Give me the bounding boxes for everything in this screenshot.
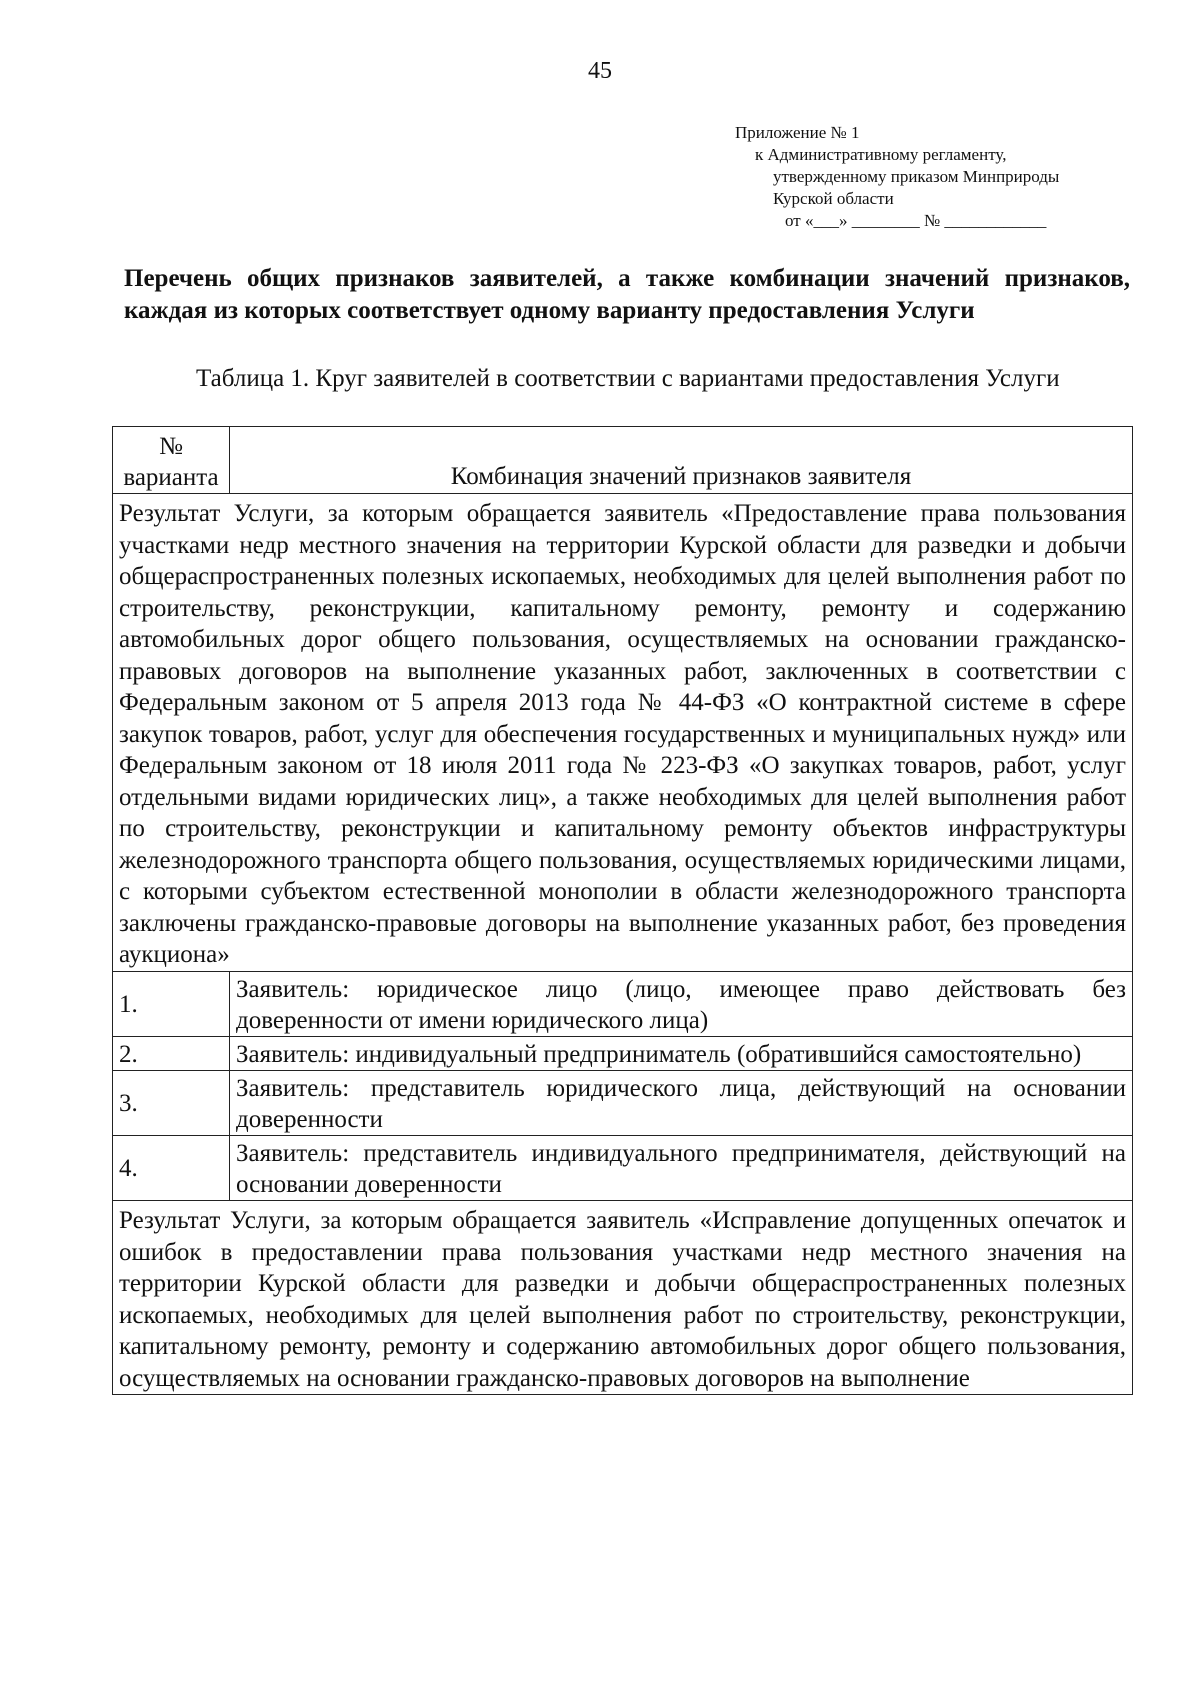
appendix-line: Приложение № 1	[735, 123, 860, 142]
variant-description: Заявитель: представитель индивидуального предпринимателя, действующий на основании доверенности	[230, 1136, 1133, 1201]
appendix-line: Курской области	[773, 189, 894, 208]
result-description: Результат Услуги, за которым обращается заявитель «Предоставление права пользования участками недр местного значения на территории Курской области для разведки и добычи общераспространенных полезных ископаемых, необходимых для целей выполнения работ по строительству, реконструкции, капитальному ремонту, ремонту и содержанию автомобильных дорог общего пользования, осуществляемых на основании гражданско-правовых договоров на выполнение указанных работ, заключенных в соответствии с Федеральным законом от 5 апреля 2013 года № 44-ФЗ «О контрактной системе в сфере закупок товаров, работ, услуг для обеспечения государственных и муниципальных нужд» или Федеральным законом от 18 июля 2011 года № 223-ФЗ «О закупках товаров, работ, услуг отдельными видами юридических лиц», а также необходимых для целей выполнения работ по строительству, реконструкции и капитальному ремонту объектов инфраструктуры железнодорожного транспорта общего пользования, осуществляемых юридическими лицами, с которыми субъектом естественной монополии в области железнодорожного транспорта заключены гражданско-правовые договоры на выполнение указанных работ, без проведения аукциона»	[113, 494, 1133, 972]
variant-description: Заявитель: индивидуальный предприниматель (обратившийся самостоятельно)	[230, 1036, 1133, 1071]
table-row	[113, 1036, 1133, 1071]
table-row	[113, 971, 1133, 1036]
header-combination: Комбинация значений признаков заявителя	[230, 427, 1133, 494]
variant-number: 4.	[113, 1136, 230, 1201]
appendix-line: к Административному регламенту,	[755, 145, 1007, 164]
appendix-note	[735, 122, 1135, 232]
variant-description: Заявитель: юридическое лицо (лицо, имеющее право действовать без доверенности от имени юридического лица)	[230, 971, 1133, 1036]
table-row	[113, 1071, 1133, 1136]
appendix-line: от «___» ________ № ____________	[785, 211, 1047, 230]
variant-number: 3.	[113, 1071, 230, 1136]
variant-number: 2.	[113, 1036, 230, 1071]
variant-description: Заявитель: представитель юридического лица, действующий на основании доверенности	[230, 1071, 1133, 1136]
page-number: 45	[588, 58, 612, 84]
result-row	[113, 1201, 1133, 1395]
document-heading: Перечень общих признаков заявителей, а также комбинации значений признаков, каждая из которых соответствует одному варианту предоставления Услуги	[124, 265, 1130, 324]
table-caption: Таблица 1. Круг заявителей в соответствии с вариантами предоставления Услуги	[196, 365, 1060, 392]
variant-number: 1.	[113, 971, 230, 1036]
table-row	[113, 1136, 1133, 1201]
result-row	[113, 494, 1133, 972]
table-header-row	[113, 427, 1133, 494]
result-description: Результат Услуги, за которым обращается заявитель «Исправление допущенных опечаток и ошибок в предоставлении права пользования участками недр местного значения на территории Курской области для разведки и добычи общераспространенных полезных ископаемых, необходимых для целей выполнения работ по строительству, реконструкции, капитальному ремонту, ремонту и содержанию автомобильных дорог общего пользования, осуществляемых на основании гражданско-правовых договоров на выполнение	[113, 1201, 1133, 1395]
appendix-line: утвержденному приказом Минприроды	[773, 167, 1060, 186]
header-variant-number: № варианта	[113, 427, 230, 494]
applicants-table	[112, 426, 1133, 1395]
